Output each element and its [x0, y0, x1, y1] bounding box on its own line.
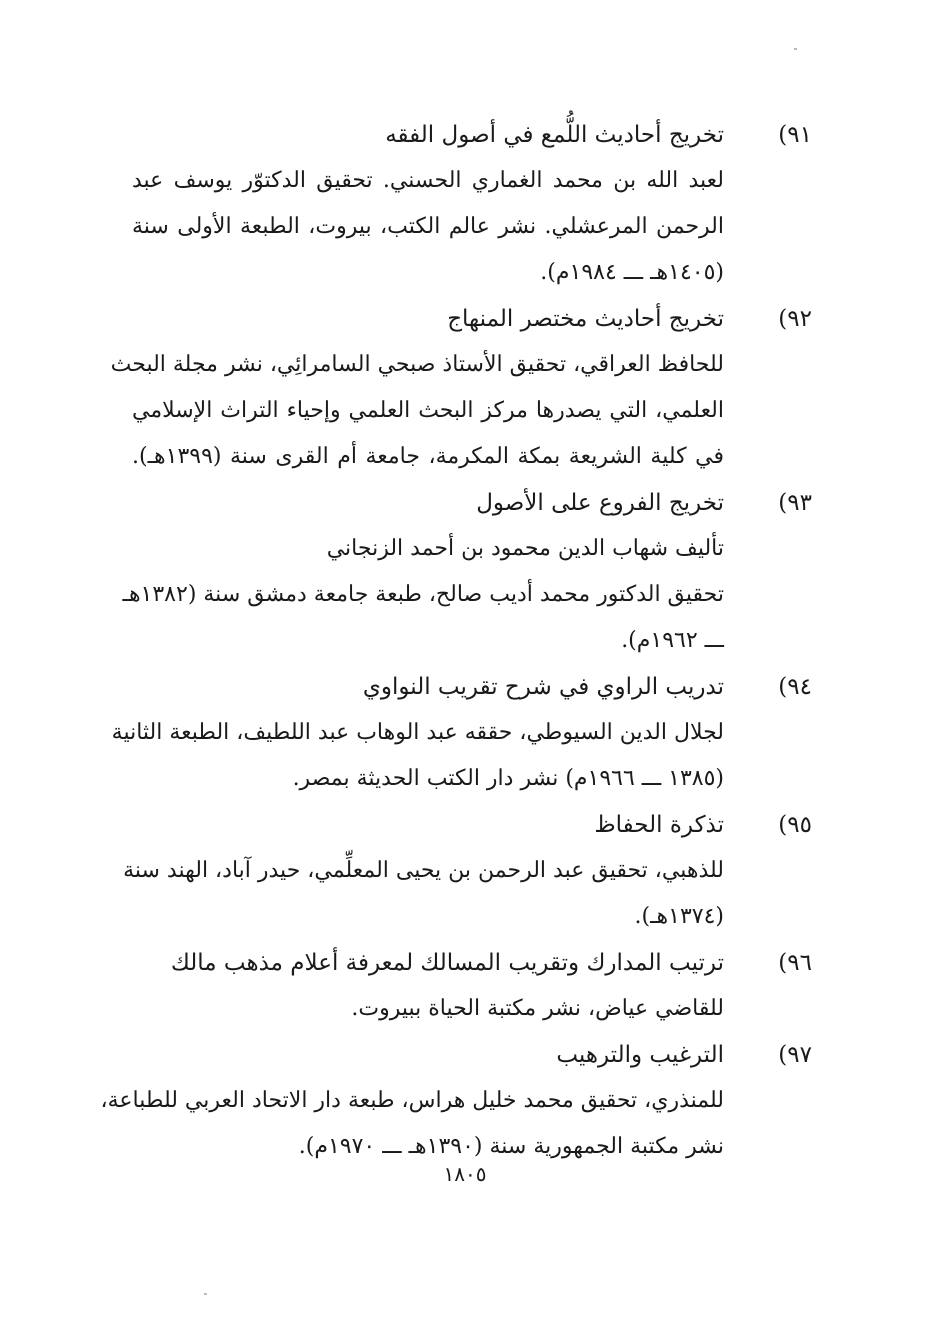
- entry-line: لجلال الدين السيوطي، حققه عبد الوهاب عبد اللطيف، الطبعة الثانية: [111, 720, 724, 745]
- entry-line: للحافظ العراقي، تحقيق الأستاذ صبحي السامرائِي، نشر مجلة البحث: [110, 352, 724, 377]
- entry-title: تخريج أحاديث اللُّمع في أصول الفقه: [385, 122, 724, 148]
- bibliography-entry-96: [132, 940, 812, 1032]
- bibliography-entry-97: [100, 1032, 812, 1170]
- entry-title: تخريج الفروع على الأصول: [476, 490, 724, 516]
- entry-number: ٩٢): [778, 306, 812, 332]
- page-number: ١٨٠٥: [443, 1162, 487, 1186]
- entry-number: ٩٤): [778, 674, 812, 700]
- entry-line: (١٣٨٥ ـــ ١٩٦٦م) نشر دار الكتب الحديثة بمصر.: [292, 766, 724, 791]
- entry-line: العلمي، التي يصدرها مركز البحث العلمي وإحياء التراث الإسلامي: [132, 398, 724, 423]
- entry-title: تخريج أحاديث مختصر المنهاج: [447, 306, 724, 332]
- scan-speck: [794, 48, 797, 50]
- entry-author: للقاضي عياض، نشر مكتبة الحياة ببيروت.: [351, 996, 724, 1021]
- entry-line: (١٣٧٤هـ).: [634, 904, 724, 929]
- entry-title: تذكرة الحفاظ: [594, 812, 724, 838]
- entry-title: تدريب الراوي في شرح تقريب النواوي: [362, 674, 724, 700]
- bibliography-entry-92: [110, 296, 812, 480]
- bibliography-entry-93: [122, 480, 812, 664]
- entry-number: ٩٣): [778, 490, 812, 516]
- entry-title: الترغيب والترهيب: [556, 1042, 724, 1068]
- bibliography-list: [100, 112, 812, 1170]
- bibliography-entry-94: [111, 664, 812, 802]
- entry-line: ـــ ١٩٦٢م).: [621, 628, 724, 653]
- entry-number: ٩٦): [778, 950, 812, 976]
- scan-speck: [204, 1293, 207, 1295]
- entry-author: تأليف شهاب الدين محمود بن أحمد الزنجاني: [326, 536, 724, 561]
- entry-line: الرحمن المرعشلي. نشر عالم الكتب، بيروت، الطبعة الأولى سنة: [132, 214, 724, 239]
- entry-number: ٩٧): [778, 1042, 812, 1068]
- entry-line: (١٤٠٥هـ ـــ ١٩٨٤م).: [540, 260, 724, 285]
- entry-title: ترتيب المدارك وتقريب المسالك لمعرفة أعلام مذهب مالك: [170, 950, 724, 976]
- entry-line: في كلية الشريعة بمكة المكرمة، جامعة أم القرى سنة (١٣٩٩هـ).: [132, 444, 724, 469]
- entry-number: ٩٥): [778, 812, 812, 838]
- entry-number: ٩١): [778, 122, 812, 148]
- bibliography-entry-95: [123, 802, 812, 940]
- entry-line: للذهبي، تحقيق عبد الرحمن بن يحيى المعلِّمي، حيدر آباد، الهند سنة: [123, 858, 724, 883]
- bibliography-entry-91: [132, 112, 812, 296]
- entry-line: تحقيق الدكتور محمد أديب صالح، طبعة جامعة دمشق سنة (١٣٨٢هـ: [122, 582, 724, 607]
- entry-line: نشر مكتبة الجمهورية سنة (١٣٩٠هـ ـــ ١٩٧٠م).: [298, 1134, 724, 1159]
- entry-line: للمنذري، تحقيق محمد خليل هراس، طبعة دار الاتحاد العربي للطباعة،: [100, 1088, 724, 1113]
- entry-line: لعبد الله بن محمد الغماري الحسني. تحقيق الدكتوّر يوسف عبد: [132, 168, 724, 193]
